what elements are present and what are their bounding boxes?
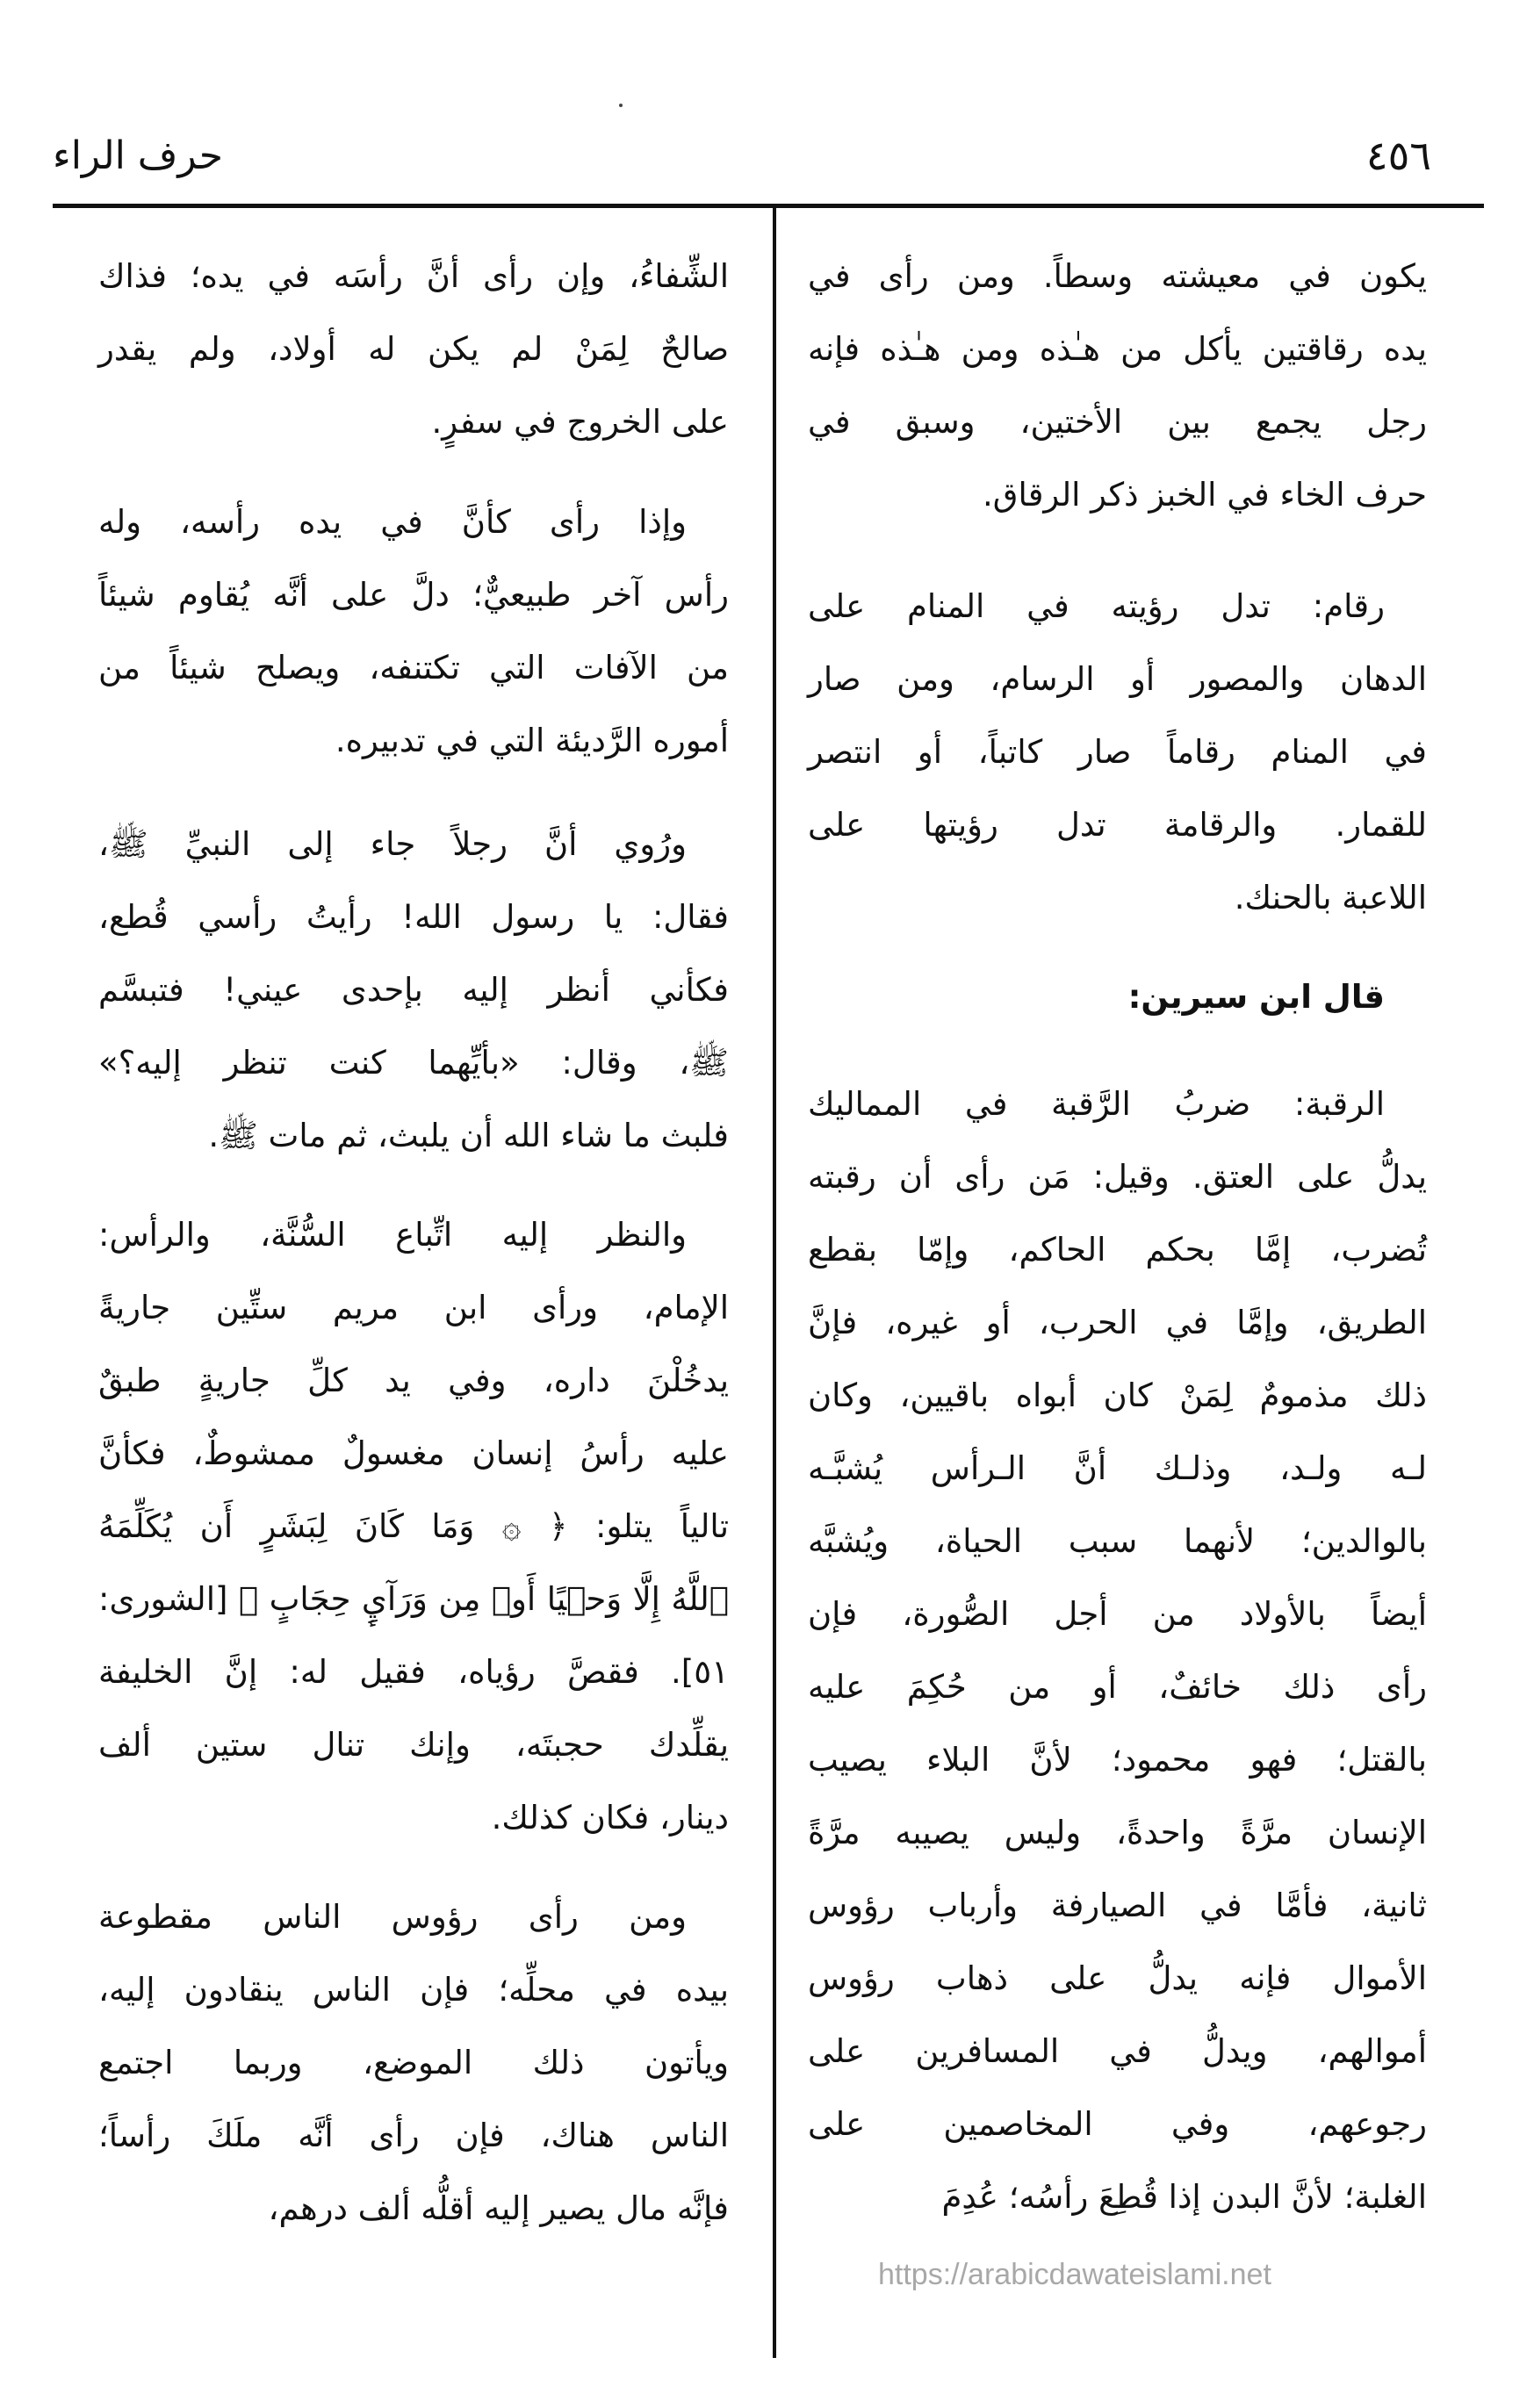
text-line: الغلبة؛ لأنَّ البدن إذا قُطِعَ رأسُه؛ عُدِمَ	[941, 2178, 1427, 2216]
paragraph	[808, 570, 1427, 934]
text-line: والنظر إليه اتِّباع السُّنَّة، والرأس:	[98, 1216, 687, 1254]
text-line: صالحٌ لِمَنْ لم يكن له أولاد، ولم يقدر	[98, 330, 729, 368]
text-line: حرف الخاء في الخبز ذكر الرقاق.	[982, 476, 1427, 514]
column-divider	[773, 207, 776, 2358]
text-line: بالقتل؛ فهو محمود؛ لأنَّ البلاء يصيب	[808, 1741, 1427, 1779]
text-line: يده رقاقتين يأكل من هـٰذه ومن هـٰذه فإنه	[808, 330, 1427, 368]
text-line: أموالهم، ويدلُّ في المسافرين على	[808, 2032, 1427, 2070]
text-line: ورُوي أنَّ رجلاً جاء إلى النبيِّ ﷺ،	[98, 825, 687, 863]
text-line: الرقبة: ضربُ الرَّقبة في المماليك	[808, 1085, 1385, 1123]
running-title: حرف الراء	[53, 133, 223, 178]
text-line: ذلك مذمومٌ لِمَنْ كان أبواه باقيين، وكان	[808, 1377, 1427, 1414]
text-line: فقال: يا رسول الله! رأيتُ رأسي قُطع،	[98, 898, 729, 936]
watermark: https://arabicdawateislami.net	[878, 2258, 1271, 2291]
text-line: بيده في محلِّه؛ فإن الناس ينقادون إليه،	[98, 1971, 729, 2009]
text-line: ﷺ، وقال: «بأيِّهما كنت تنظر إليه؟»	[98, 1044, 729, 1082]
paragraph	[808, 240, 1427, 531]
text-line: الإمام، ورأى ابن مريم ستِّين جاريةً	[98, 1289, 729, 1326]
text-line: يكون في معيشته وسطاً. ومن رأى في	[808, 257, 1427, 295]
text-line: أيضاً بالأولاد من أجل الصُّورة، فإن	[808, 1595, 1427, 1633]
text-line: الناس هناك، فإن رأى أنَّه ملَكَ رأساً؛	[98, 2117, 729, 2154]
text-line: دينار، فكان كذلك.	[491, 1799, 729, 1837]
text-line: عليه رأسُ إنسان مغسولٌ ممشوطٌ، فكأنَّ	[98, 1434, 729, 1472]
text-line: رجوعهم، وفي المخاصمين على	[808, 2105, 1427, 2143]
text-line: يقلِّدك حجبتَه، وإنك تنال ستين ألف	[98, 1726, 729, 1764]
text-line: ٱللَّهُ إِلَّا وَحۡيًا أَوۡ مِن وَرَآيِٕ حِجَابٍ ﴾ [الشورى:	[98, 1580, 729, 1618]
text-line: للقمار. والرقامة تدل رؤيتها على	[808, 806, 1427, 844]
paragraph	[98, 240, 729, 458]
text-line: ٥١]. فقصَّ رؤياه، فقيل له: إنَّ الخليفة	[98, 1653, 729, 1691]
text-line: الشِّفاءُ، وإن رأى أنَّ رأسَه في يده؛ فذاك	[98, 257, 729, 295]
text-line: الدهان والمصور أو الرسام، ومن صار	[808, 660, 1427, 698]
text-line: رقام: تدل رؤيته في المنام على	[808, 587, 1385, 625]
header-rule	[53, 204, 1484, 208]
text-line: رجل يجمع بين الأختين، وسبق في	[808, 403, 1427, 441]
paragraph	[98, 808, 729, 1172]
text-line: فإنَّه مال يصير إليه أقلُّه ألف درهم،	[268, 2189, 729, 2227]
heading-text: قال ابن سيرين:	[1127, 978, 1385, 1016]
text-line: ومن رأى رؤوس الناس مقطوعة	[98, 1898, 687, 1936]
text-line: من الآفات التي تكتنفه، ويصلح شيئاً من	[98, 649, 729, 686]
section-heading	[808, 960, 1427, 1033]
text-line: وإذا رأى كأنَّ في يده رأسه، وله	[98, 503, 687, 541]
text-line: الأموال فإنه يدلُّ على ذهاب رؤوس	[808, 1959, 1427, 1997]
page-number: ٤٥٦	[1365, 132, 1431, 179]
text-line: اللاعبة بالحنك.	[1234, 879, 1427, 916]
text-line: يدلُّ على العتق. وقيل: مَن رأى أن رقبته	[808, 1158, 1427, 1196]
text-line: الإنسان مرَّةً واحدةً، وليس يصيبه مرَّةً	[808, 1814, 1427, 1851]
paragraph	[98, 485, 729, 777]
text-line: رأس آخر طبيعيٌّ؛ دلَّ على أنَّه يُقاوم شيئاً	[98, 576, 729, 614]
paragraph	[98, 1880, 729, 2245]
text-line: لـه ولـد، وذلـك أنَّ الـرأس يُشبَّـه	[808, 1449, 1427, 1487]
text-line: على الخروج في سفرٍ.	[431, 403, 729, 441]
scan-speck	[619, 104, 623, 107]
paragraph	[808, 1067, 1427, 2233]
text-line: فكأني أنظر إليه بإحدى عيني! فتبسَّم	[98, 971, 729, 1009]
text-line: تُضرب، إمَّا بحكم الحاكم، وإمّا بقطع	[808, 1231, 1427, 1269]
text-line: تالياً يتلو: ﴿ ۞ وَمَا كَانَ لِبَشَرٍ أَن يُكَلِّمَهُ	[98, 1507, 729, 1545]
text-line: ويأتون ذلك الموضع، وربما اجتمع	[98, 2044, 729, 2081]
text-line: رأى ذلك خائفٌ، أو من حُكِمَ عليه	[808, 1668, 1427, 1706]
paragraph	[98, 1198, 729, 1854]
text-line: يدخُلْنَ داره، وفي يد كلِّ جاريةٍ طبقٌ	[98, 1362, 729, 1399]
text-line: فلبث ما شاء الله أن يلبث، ثم مات ﷺ.	[208, 1117, 729, 1154]
text-line: الطريق، وإمَّا في الحرب، أو غيره، فإنَّ	[808, 1304, 1427, 1341]
text-line: أموره الرَّديئة التي في تدبيره.	[335, 722, 729, 759]
text-line: في المنام رقاماً صار كاتباً، أو انتصر	[808, 733, 1427, 771]
text-line: بالوالدين؛ لأنهما سبب الحياة، ويُشبَّه	[808, 1522, 1427, 1560]
text-line: ثانية، فأمَّا في الصيارفة وأرباب رؤوس	[808, 1887, 1427, 1924]
